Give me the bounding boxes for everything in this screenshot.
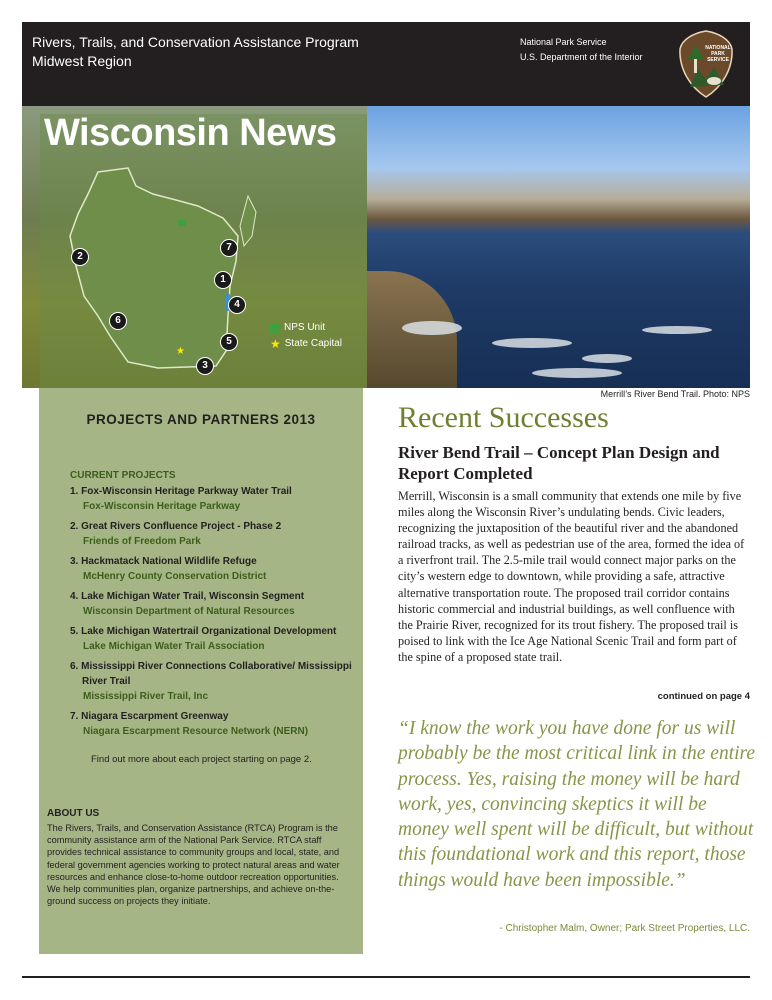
- project-partner: Fox-Wisconsin Heritage Parkway: [83, 501, 241, 512]
- section-title: Recent Successes: [398, 401, 609, 434]
- map-marker: 6: [109, 312, 127, 330]
- project-partner: Mississippi River Trail, Inc: [83, 691, 209, 702]
- photo-caption: Merrill’s River Bend Trail. Photo: NPS: [600, 389, 750, 399]
- list-item: [70, 554, 360, 584]
- nps-arrowhead-icon: [678, 29, 734, 99]
- map-marker: 3: [196, 357, 214, 375]
- legend-state-capital: State Capital: [284, 338, 343, 349]
- project-partner: Lake Michigan Water Trail Association: [83, 641, 265, 652]
- article-body: Merrill, Wisconsin is a small community that extends one mile by five miles along the Wisconsin River’s undulating bends. Civic leaders, recognizing the juxtaposition of the beautiful river and the abandoned railroad tracks, as well as pedestrian use of the area, formed the idea of a riverfront trail. The 2.5-mile trail would connect major parks on the city’s western edge to downtown, while providing a safe, attractive alternative transportation route. The proposed trail corridor contains historic commercial and industrial buildings, as well confluence with the Prairie River, recognized for its trout fishery. The proposed trail is poised to link with the Ice Age National Scenic Trail and form part of the spine of a proposed state trail.: [398, 489, 745, 664]
- project-partner: Friends of Freedom Park: [83, 536, 201, 547]
- ice-floe: [532, 368, 622, 378]
- program-block: [32, 33, 359, 71]
- department-name: U.S. Department of the Interior: [520, 52, 643, 62]
- article-title: River Bend Trail – Concept Plan Design and Report Completed: [398, 443, 720, 483]
- map-legend: [270, 320, 342, 352]
- pull-quote: “I know the work you have done for us will probably be the most critical link in the entire process. Yes, raising the money will be hard work, yes, convincing skeptics it will be money well spent will be difficult, but without this foundational work and this report, those things would have been impossible.”: [398, 718, 756, 891]
- map-marker: 5: [220, 333, 238, 351]
- logo-text-line-1: NATIONAL: [705, 45, 731, 51]
- project-name: 3. Hackmatack National Wildlife Refuge: [70, 556, 257, 567]
- list-item: [70, 589, 360, 619]
- project-name: 5. Lake Michigan Watertrail Organizational Development: [70, 626, 337, 637]
- logo-text-line-2: PARK: [711, 51, 725, 57]
- page-header: [22, 22, 750, 106]
- map-marker: 7: [220, 239, 238, 257]
- sidebar-heading: PROJECTS AND PARTNERS 2013: [86, 412, 316, 427]
- list-item: [70, 709, 360, 739]
- project-partner: McHenry County Conservation District: [83, 571, 267, 582]
- masthead-title: Wisconsin News: [44, 112, 337, 154]
- agency-block: [520, 35, 643, 65]
- project-name: 4. Lake Michigan Water Trail, Wisconsin Segment: [70, 591, 305, 602]
- legend-nps-unit: NPS Unit: [284, 322, 326, 333]
- find-more-note: Find out more about each project starting on page 2.: [91, 754, 312, 765]
- logo-text-line-3: SERVICE: [707, 57, 729, 63]
- project-partner: Niagara Escarpment Resource Network (NERN): [83, 726, 309, 737]
- project-name: 6. Mississippi River Connections Collaborative/ Mississippi River Trail: [70, 661, 352, 687]
- star-icon: ★: [270, 337, 281, 351]
- projects-sidebar: [39, 388, 363, 954]
- ice-floe: [402, 321, 462, 335]
- nps-unit-marker: [178, 220, 186, 226]
- list-item: [70, 659, 360, 704]
- project-list: [70, 484, 360, 744]
- project-partner: Wisconsin Department of Natural Resources: [83, 606, 295, 617]
- program-name: Rivers, Trails, and Conservation Assistance Program: [32, 34, 359, 50]
- agency-name: National Park Service: [520, 37, 607, 47]
- nps-unit-swatch: [270, 323, 280, 333]
- map-marker: 4: [228, 296, 246, 314]
- map-marker: 2: [71, 248, 89, 266]
- map-marker: 1: [214, 271, 232, 289]
- current-projects-label: CURRENT PROJECTS: [70, 470, 176, 481]
- quote-attribution: - Christopher Malm, Owner; Park Street Properties, LLC.: [499, 923, 750, 934]
- region-name: Midwest Region: [32, 53, 132, 69]
- ice-floe: [582, 354, 632, 363]
- about-text: The Rivers, Trails, and Conservation Assistance (RTCA) Program is the community assistance arm of the National Park Service. RTCA staff provides technical assistance to community groups and local, state, and federal government agencies working to protect natural areas and water resources and enhance close-to-home outdoor recreation opportunities. We help communities plan, organize partnerships, and achieve on-the-ground success on projects they initiate.: [47, 823, 340, 907]
- list-item: [70, 519, 360, 549]
- project-name: 2. Great Rivers Confluence Project - Phase 2: [70, 521, 282, 532]
- about-heading: ABOUT US: [47, 808, 100, 819]
- ice-floe: [492, 338, 572, 348]
- list-item: [70, 624, 360, 654]
- footer-rule: [22, 976, 750, 978]
- wisconsin-map: [58, 166, 288, 376]
- list-item: [70, 484, 360, 514]
- continued-link: continued on page 4: [657, 691, 750, 702]
- state-capital-star: ★: [176, 346, 185, 357]
- masthead-hero: [22, 106, 750, 388]
- project-name: 1. Fox-Wisconsin Heritage Parkway Water Trail: [70, 486, 292, 497]
- ice-floe: [642, 326, 712, 334]
- project-name: 7. Niagara Escarpment Greenway: [70, 711, 229, 722]
